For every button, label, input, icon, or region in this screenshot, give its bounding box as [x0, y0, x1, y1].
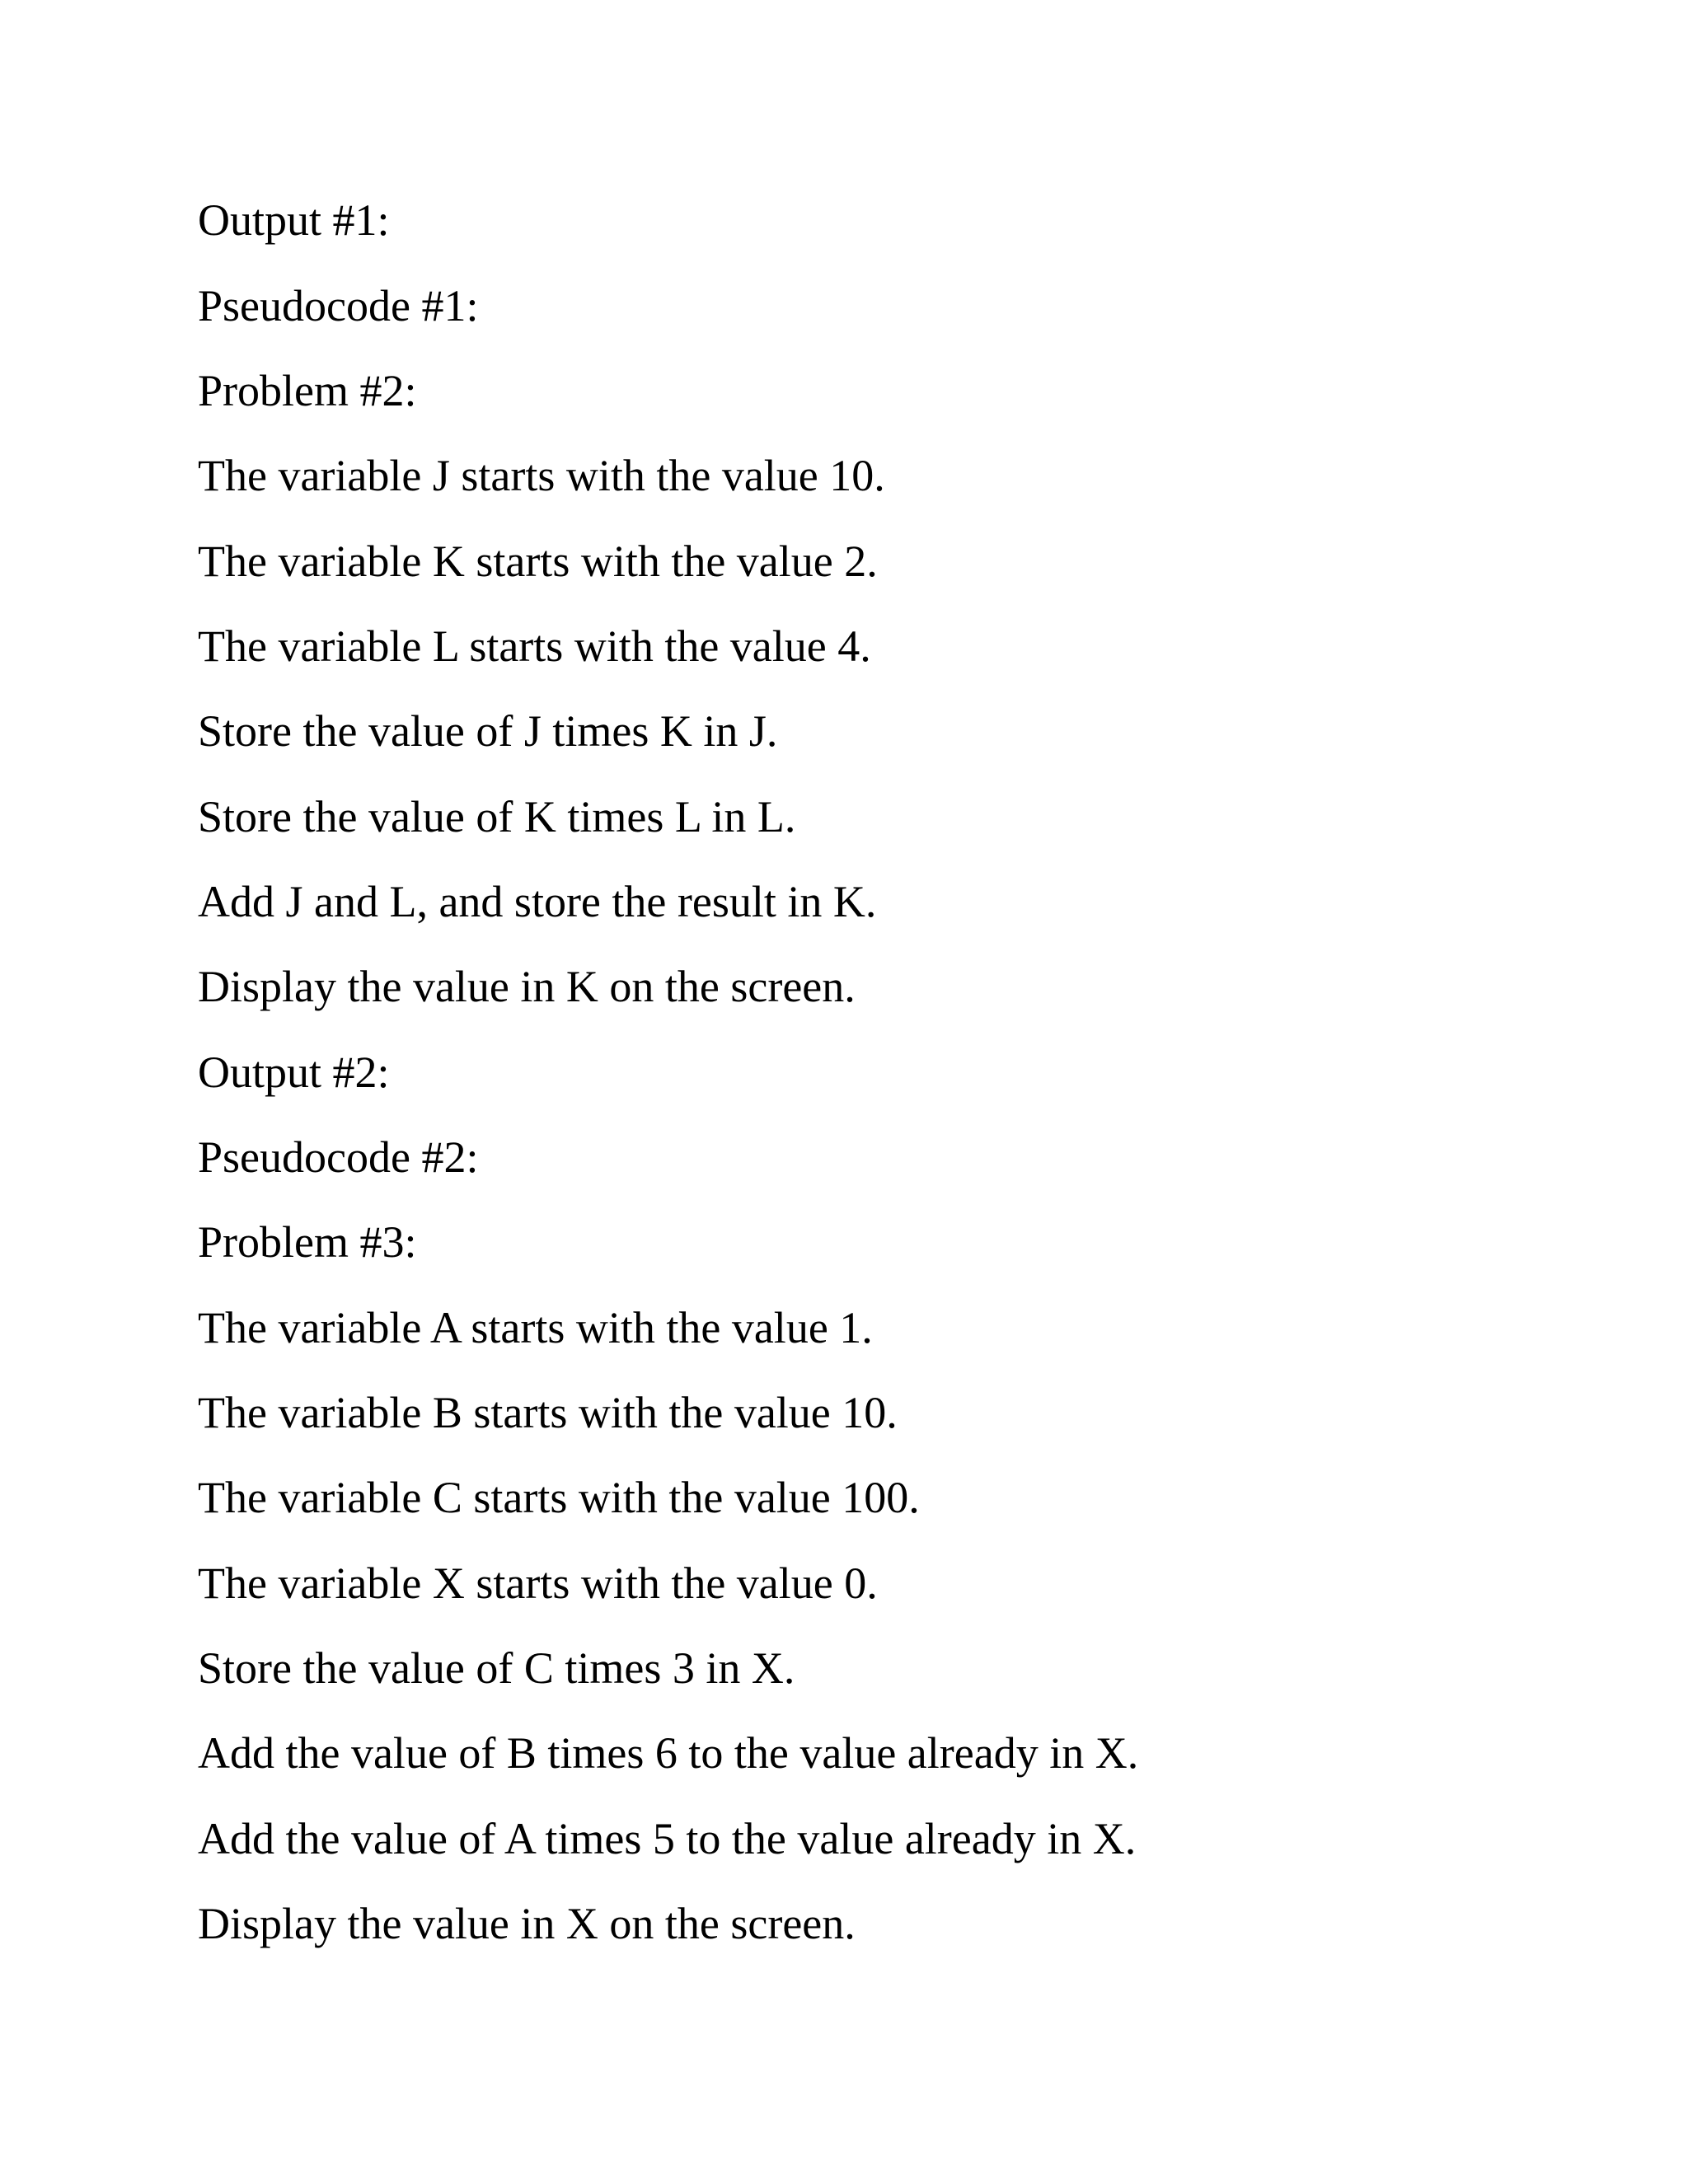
problem-3-step: Add the value of A times 5 to the value already in X. — [198, 1814, 1137, 1863]
output-2-heading: Output #2: — [198, 1047, 390, 1097]
problem-3-step: Store the value of C times 3 in X. — [198, 1643, 795, 1693]
problem-2-step: The variable J starts with the value 10. — [198, 451, 885, 500]
problem-2-step: The variable K starts with the value 2. — [198, 537, 878, 586]
problem-2-step: The variable L starts with the value 4. — [198, 621, 871, 671]
problem-2-heading: Problem #2: — [198, 366, 417, 415]
pseudocode-2-heading: Pseudocode #2: — [198, 1132, 479, 1182]
pseudocode-1-heading: Pseudocode #1: — [198, 281, 479, 330]
problem-3-step: The variable A starts with the value 1. — [198, 1303, 873, 1352]
problem-2-step: Display the value in K on the screen. — [198, 962, 856, 1011]
problem-3-step: The variable C starts with the value 100. — [198, 1473, 920, 1522]
problem-3-heading: Problem #3: — [198, 1217, 417, 1267]
problem-3-step: The variable B starts with the value 10. — [198, 1388, 898, 1437]
problem-3-step: Display the value in X on the screen. — [198, 1899, 856, 1948]
problem-2-step: Store the value of J times K in J. — [198, 706, 778, 756]
problem-3-step: Add the value of B times 6 to the value already in X. — [198, 1728, 1139, 1778]
problem-2-step: Store the value of K times L in L. — [198, 792, 796, 841]
problem-3-step: The variable X starts with the value 0. — [198, 1558, 878, 1608]
problem-2-step: Add J and L, and store the result in K. — [198, 877, 877, 926]
output-1-heading: Output #1: — [198, 195, 390, 245]
